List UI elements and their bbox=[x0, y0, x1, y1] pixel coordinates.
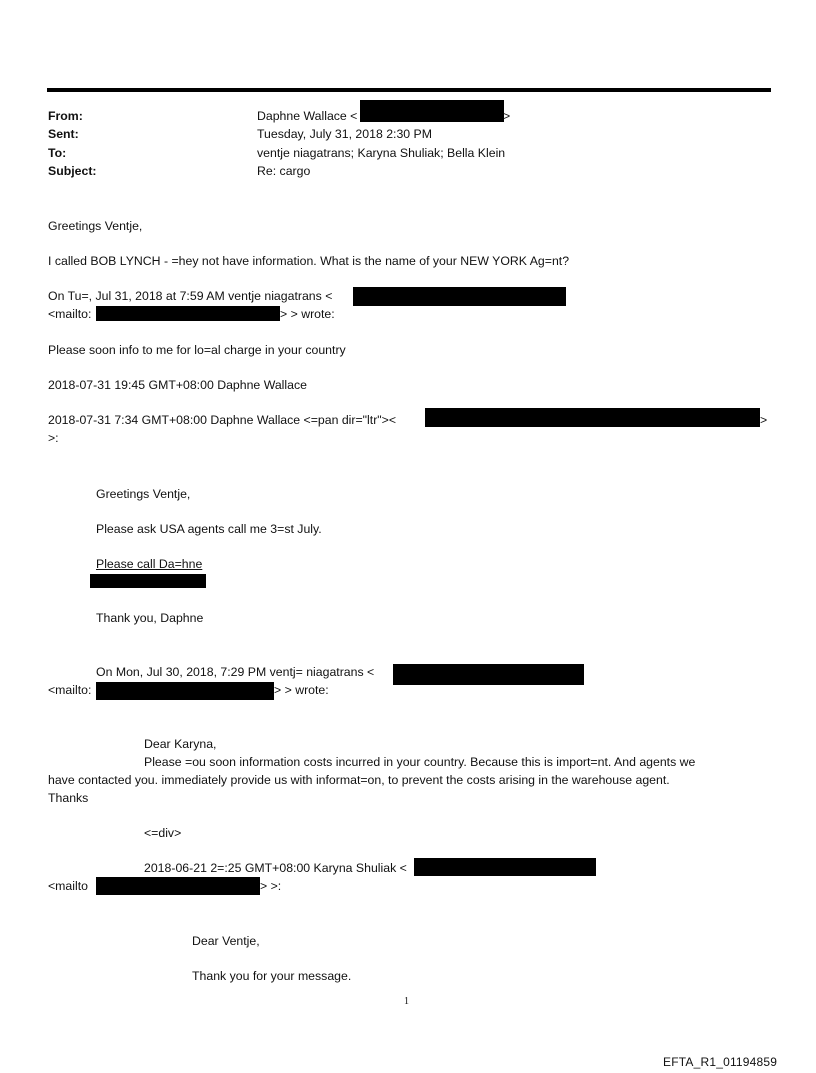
redaction-from-email bbox=[360, 100, 504, 122]
from-value: Daphne Wallace < bbox=[257, 109, 358, 123]
body-line-4-cont: >: bbox=[48, 431, 59, 445]
quote1-line2-start: <mailto: bbox=[48, 307, 92, 321]
subject-value: Re: cargo bbox=[257, 164, 311, 178]
nested-greeting: Greetings Ventje, bbox=[96, 487, 191, 501]
footer-document-id: EFTA_R1_01194859 bbox=[663, 1055, 778, 1069]
quote2-line2-start: <mailto: bbox=[48, 683, 92, 697]
quote2-line2-end: > > wrote: bbox=[274, 683, 329, 697]
subject-label: Subject: bbox=[48, 164, 97, 178]
greeting: Greetings Ventje, bbox=[48, 219, 143, 233]
karyna-line-1: Please =ou soon information costs incurred in your country. Because this is import=nt. And agents we bbox=[144, 755, 696, 769]
dear-karyna: Dear Karyna, bbox=[144, 737, 217, 751]
karyna-line-3: Thanks bbox=[48, 791, 89, 805]
redaction-phone bbox=[90, 574, 206, 588]
redaction-quote2-email bbox=[393, 664, 584, 685]
quote3-line1: 2018-06-21 2=:25 GMT+08:00 Karyna Shuliak < bbox=[144, 861, 407, 875]
quote3-line2-start: <mailto bbox=[48, 879, 88, 893]
quote1-line2-end: > > wrote: bbox=[280, 307, 335, 321]
sent-label: Sent: bbox=[48, 127, 79, 141]
quote3-line2-end: > >: bbox=[260, 879, 282, 893]
from-tail: > bbox=[503, 109, 511, 123]
body-line-1: I called BOB LYNCH - =hey not have information. What is the name of your NEW YORK Ag=nt? bbox=[48, 254, 570, 268]
redaction-quote3-email bbox=[414, 858, 596, 876]
redaction-quote1-mailto bbox=[96, 306, 280, 321]
to-label: To: bbox=[48, 146, 67, 160]
body-line-3: 2018-07-31 19:45 GMT+08:00 Daphne Wallace bbox=[48, 378, 307, 392]
redaction-quote3-mailto bbox=[96, 877, 260, 895]
body-line-4-end: > bbox=[760, 413, 768, 427]
quote2-line1: On Mon, Jul 30, 2018, 7:29 PM ventj= niagatrans < bbox=[96, 665, 375, 679]
header-rule bbox=[47, 88, 771, 92]
nested-line-1: Please ask USA agents call me 3=st July. bbox=[96, 522, 322, 536]
quote1-line1: On Tu=, Jul 31, 2018 at 7:59 AM ventje niagatrans < bbox=[48, 289, 333, 303]
body-line-4-start: 2018-07-31 7:34 GMT+08:00 Daphne Wallace <=pan dir="ltr">< bbox=[48, 413, 397, 427]
nested-thanks: Thank you, Daphne bbox=[96, 611, 204, 625]
dear-ventje: Dear Ventje, bbox=[192, 934, 260, 948]
redaction-quote1-email bbox=[353, 287, 566, 306]
div-tag: <=div> bbox=[144, 826, 182, 840]
redaction-quote2-mailto bbox=[96, 682, 274, 700]
thanks-message: Thank you for your message. bbox=[192, 969, 352, 983]
nested-line-2: Please call Da=hne bbox=[96, 557, 203, 571]
sent-value: Tuesday, July 31, 2018 2:30 PM bbox=[257, 127, 432, 141]
from-label: From: bbox=[48, 109, 83, 123]
redaction-line4-email bbox=[425, 408, 760, 427]
page-number: 1 bbox=[404, 996, 409, 1007]
karyna-line-2: have contacted you. immediately provide us with informat=on, to prevent the costs arising in the warehouse agent. bbox=[48, 773, 670, 787]
to-value: ventje niagatrans; Karyna Shuliak; Bella Klein bbox=[257, 146, 506, 160]
body-line-2: Please soon info to me for lo=al charge in your country bbox=[48, 343, 346, 357]
